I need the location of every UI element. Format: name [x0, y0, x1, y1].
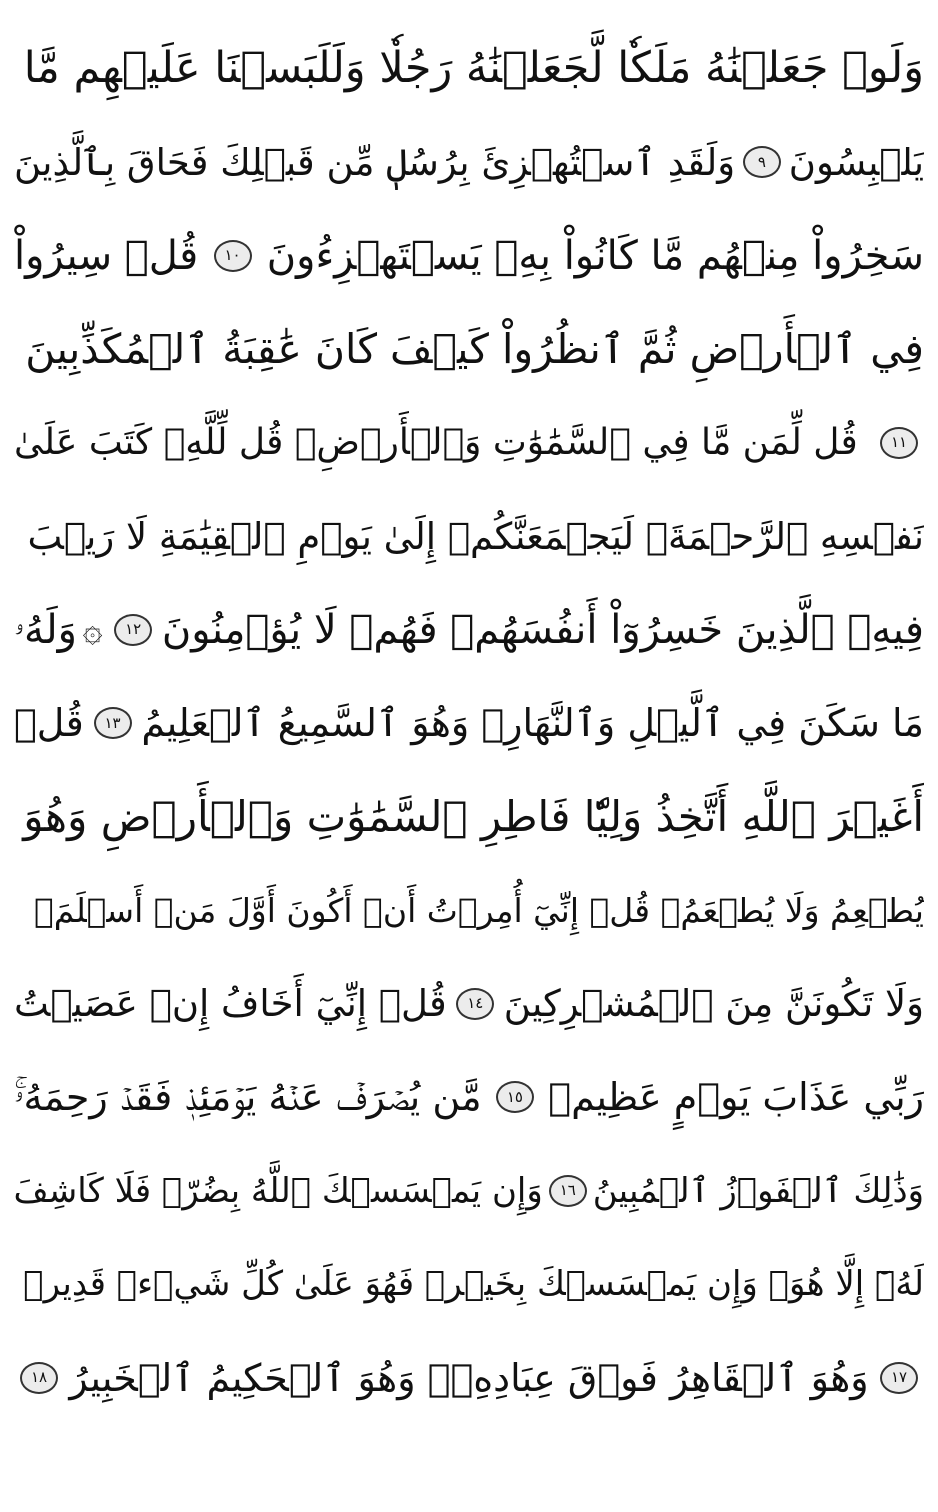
verse-line	[14, 957, 924, 1051]
verse-line	[14, 116, 924, 210]
verse-line	[14, 22, 924, 116]
verse-text: وَلَوۡ جَعَلۡنَٰهُ مَلَكٗا لَّجَعَلۡنَٰهُ رَجُلٗا وَلَلَبَسۡنَا عَلَيۡهِم مَّا	[23, 43, 924, 94]
verse-line	[14, 209, 924, 303]
verse-line	[14, 396, 924, 490]
ayah-number-marker: ١٧	[880, 1362, 918, 1394]
verse-text: رَبِّي عَذَابَ يَوۡمٍ عَظِيمٖ	[548, 1075, 924, 1120]
ayah-number-marker: ١٨	[20, 1362, 58, 1394]
verse-text: وَلَا تَكُونَنَّ مِنَ ٱلۡمُشۡرِكِينَ	[503, 982, 924, 1026]
verse-text: وَلَقَدِ ٱسۡتُهۡزِئَ بِرُسُلٖ مِّن قَبۡلِكَ فَحَاقَ بِٱلَّذِينَ	[14, 140, 736, 184]
verse-text: فِيهِۚ ٱلَّذِينَ خَسِرُوٓاْ أَنفُسَهُمۡ فَهُمۡ لَا يُؤۡمِنُونَ	[161, 606, 924, 653]
verse-text: وَذَٰلِكَ ٱلۡفَوۡزُ ٱلۡمُبِينُ	[592, 1170, 924, 1211]
verse-line	[14, 1051, 924, 1145]
verse-line	[14, 677, 924, 771]
verse-line	[14, 770, 924, 864]
verse-line	[14, 1238, 924, 1332]
verse-text: وَلَهُۥ	[14, 606, 77, 653]
verse-text: فِي ٱلۡأَرۡضِ ثُمَّ ٱنظُرُواْ كَيۡفَ كَانَ عَٰقِبَةُ ٱلۡمُكَذِّبِينَ	[25, 324, 924, 373]
verse-text: وَإِن يَمۡسَسۡكَ ٱللَّهُ بِضُرّٖ فَلَا كَاشِفَ	[14, 1170, 543, 1211]
ayah-number-marker: ١١	[880, 427, 918, 459]
verse-text: نَفۡسِهِ ٱلرَّحۡمَةَۚ لَيَجۡمَعَنَّكُمۡ إِلَىٰ يَوۡمِ ٱلۡقِيَٰمَةِ لَا رَيۡبَ	[27, 514, 924, 558]
verse-text: يَلۡبِسُونَ	[788, 140, 924, 184]
verse-line	[14, 1331, 924, 1425]
verse-text: قُل لِّمَن مَّا فِي ٱلسَّمَٰوَٰتِ وَٱلۡأَرۡضِۖ قُل لِّلَّهِۚ كَتَبَ عَلَىٰ	[14, 421, 858, 463]
ayah-number-marker: ١٤	[456, 988, 494, 1020]
verse-line	[14, 303, 924, 397]
verse-text: قُلۡ إِنِّيٓ أَخَافُ إِنۡ عَصَيۡتُ	[14, 982, 447, 1026]
ayah-number-marker: ١٥	[496, 1081, 534, 1113]
hizb-quarter-icon: ۞	[82, 609, 103, 650]
verse-text: لَهُۥٓ إِلَّا هُوَۖ وَإِن يَمۡسَسۡكَ بِخَيۡرٖ فَهُوَ عَلَىٰ كُلِّ شَيۡءٖ قَدِيرٞ	[23, 1264, 924, 1305]
ayah-number-marker: ١٠	[214, 240, 252, 272]
ayah-number-marker: ١٢	[114, 614, 152, 646]
verse-line	[14, 583, 924, 677]
verse-line	[14, 1144, 924, 1238]
verse-text: سَخِرُواْ مِنۡهُم مَّا كَانُواْ بِهِۦ يَسۡتَهۡزِءُونَ	[266, 232, 924, 279]
verse-text: مَّن يُصۡرَفۡ عَنۡهُ يَوۡمَئِذٖ فَقَدۡ رَحِمَهُۥۚ	[14, 1075, 482, 1120]
ayah-number-marker: ١٦	[549, 1175, 587, 1207]
ayah-number-marker: ١٣	[94, 707, 132, 739]
verse-text: يُطۡعِمُ وَلَا يُطۡعَمُۗ قُلۡ إِنِّيٓ أُمِرۡتُ أَنۡ أَكُونَ أَوَّلَ مَنۡ أَسۡلَمَۖ	[33, 890, 924, 930]
verse-text: قُلۡ	[14, 701, 84, 746]
verse-line	[14, 864, 924, 958]
verse-line	[14, 490, 924, 584]
verse-text: وَهُوَ ٱلۡقَاهِرُ فَوۡقَ عِبَادِهِۦۚ وَهُوَ ٱلۡحَكِيمُ ٱلۡخَبِيرُ	[69, 1355, 869, 1400]
verse-text: قُلۡ سِيرُواْ	[14, 232, 199, 279]
verse-text: مَا سَكَنَ فِي ٱلَّيۡلِ وَٱلنَّهَارِۚ وَهُوَ ٱلسَّمِيعُ ٱلۡعَلِيمُ	[141, 701, 924, 746]
verse-text: أَغَيۡرَ ٱللَّهِ أَتَّخِذُ وَلِيّٗا فَاطِرِ ٱلسَّمَٰوَٰتِ وَٱلۡأَرۡضِ وَهُوَ	[23, 791, 924, 841]
ayah-number-marker: ٩	[743, 146, 781, 178]
